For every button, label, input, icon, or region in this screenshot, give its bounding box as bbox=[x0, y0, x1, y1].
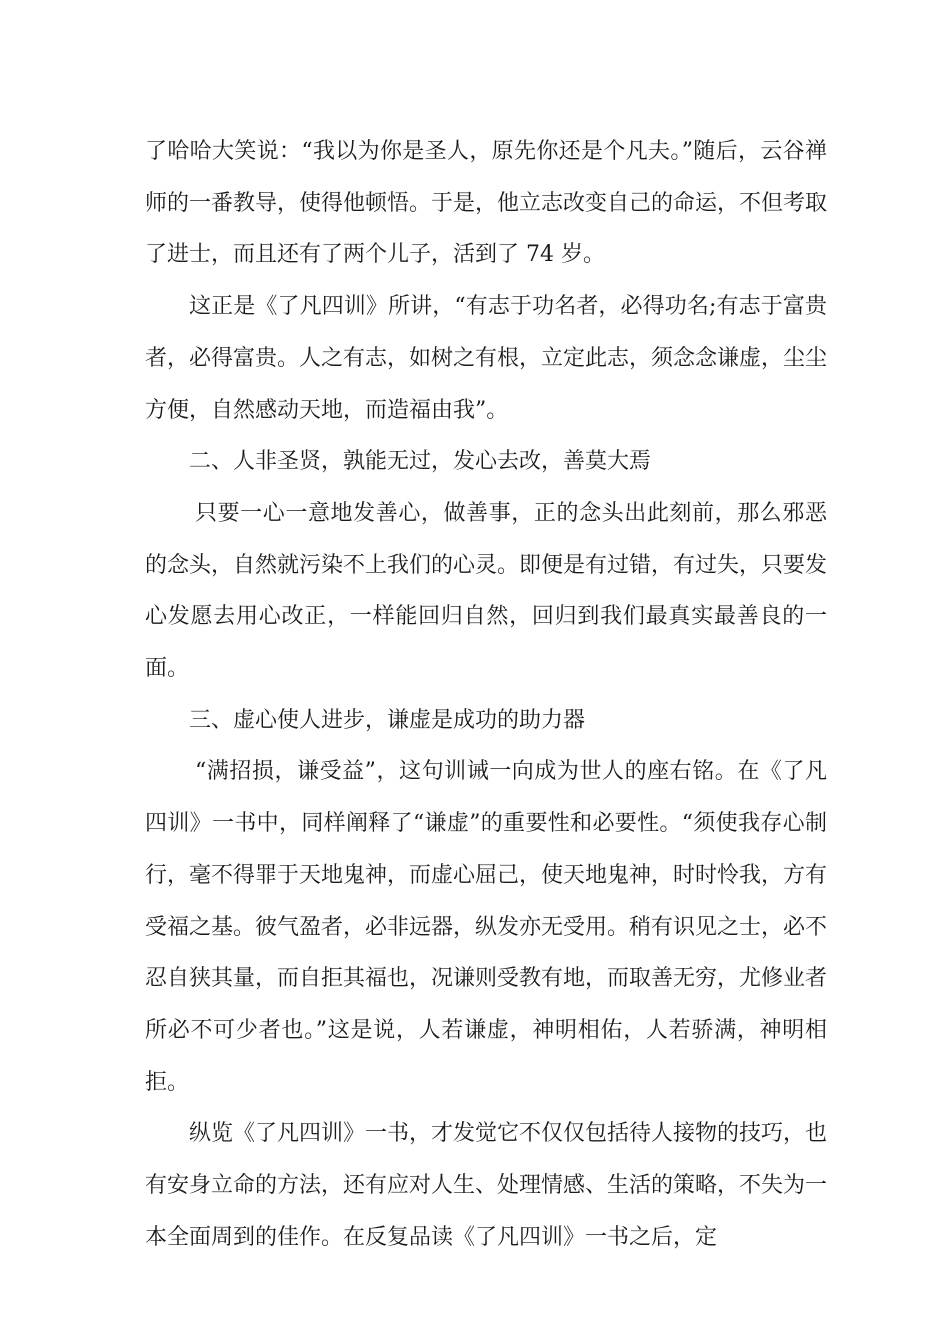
paragraph-humility: “满招损，谦受益”，这句训诫一向成为世人的座右铭。在《了凡四训》一书中，同样阐释了“谦虚”的重要性和必要性。“须使我存心制行，毫不得罪于天地鬼神，而虚心屈己，使天地鬼神，时时怜我，方有受福之基。彼气盈者，必非远器，纵发亦无受用。稍有识见之士，必不忍自狭其量，而自拒其福也，况谦则受教有地，而取善无穷，尤修业者所必不可少者也。”这是说，人若谦虚，神明相佑，人若骄满，神明相拒。 bbox=[145, 759, 828, 1095]
paragraph-overview: 纵览《了凡四训》一书，才发觉它不仅仅包括待人接物的技巧，也有安身立命的方法，还有应对人生、处理情感、生活的策略，不失为一本全面周到的佳作。在反复品读《了凡四训》一书之后，定 bbox=[145, 1121, 828, 1250]
paragraph-continuation: 了哈哈大笑说：“我以为你是圣人，原先你还是个凡夫。”随后，云谷禅师的一番教导，使得他顿悟。于是，他立志改变自己的命运，不但考取了进士，而且还有了两个儿子，活到了 74 岁。 bbox=[145, 139, 828, 268]
paragraph-good-heart: 只要一心一意地发善心，做善事，正的念头出此刻前，那么邪恶的念头，自然就污染不上我们的心灵。即便是有过错，有过失，只要发心发愿去用心改正，一样能回归自然，回归到我们最真实最善良的一面。 bbox=[145, 500, 828, 682]
document-body bbox=[145, 126, 827, 1263]
section-heading-3: 三、虚心使人进步，谦虚是成功的助力器 bbox=[189, 707, 586, 733]
section-heading-2: 二、人非圣贤，孰能无过，发心去改，善莫大焉 bbox=[189, 449, 652, 475]
paragraph-quote-liaofan: 这正是《了凡四训》所讲，“有志于功名者，必得功名;有志于富贵者，必得富贵。人之有志，如树之有根，立定此志，须念念谦虚，尘尘方便，自然感动天地，而造福由我”。 bbox=[145, 294, 828, 423]
